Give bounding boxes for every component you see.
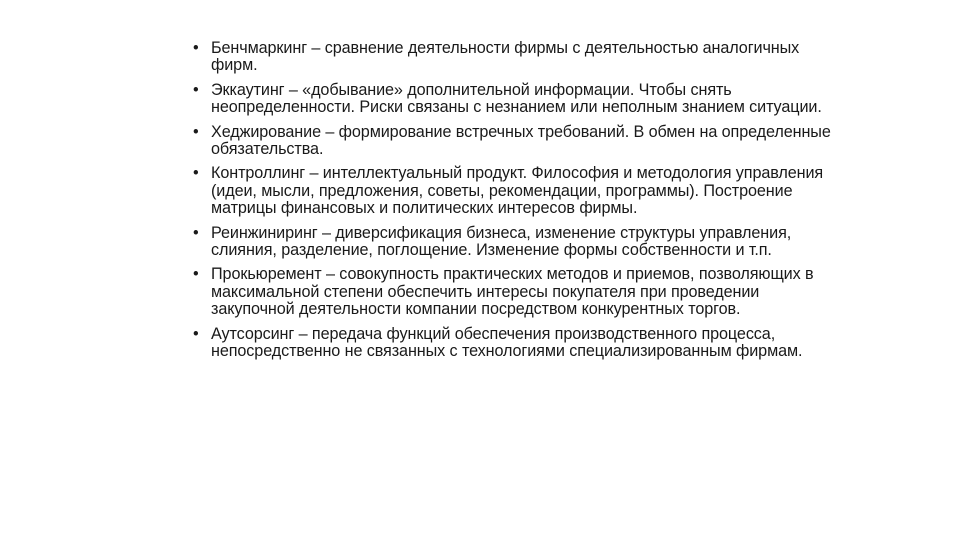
bullet-dot: • bbox=[193, 324, 199, 343]
list-item-text: Хеджирование – формирование встречных требований. В обмен на определенные обязательства. bbox=[211, 122, 831, 159]
bullet-dot: • bbox=[193, 80, 199, 99]
list-item bbox=[193, 266, 833, 318]
list-item bbox=[193, 124, 833, 159]
bullet-dot: • bbox=[193, 122, 199, 141]
list-item-text: Эккаутинг – «добывание» дополнительной информации. Чтобы снять неопределенности. Риски связаны с незнанием или неполным знанием ситуации. bbox=[211, 80, 822, 117]
list-item-text: Контроллинг – интеллектуальный продукт. Философия и методология управления (идеи, мысли, предложения, советы, рекомендации, программы). Построение матрицы финансовых и политических интересов фирмы. bbox=[211, 164, 824, 218]
list-item-text: Аутсорсинг – передача функций обеспечения производственного процесса, непосредственно не связанных с технологиями специализированным фирмам. bbox=[211, 324, 803, 361]
list-item-text: Реинжиниринг – диверсификация бизнеса, изменение структуры управления, слияния, разделение, поглощение. Изменение формы собственности и т.п. bbox=[211, 223, 792, 260]
bullet-dot: • bbox=[193, 39, 199, 57]
bullet-dot: • bbox=[193, 223, 199, 242]
bullet-dot: • bbox=[193, 265, 199, 284]
bullet-list bbox=[193, 40, 833, 368]
list-item bbox=[193, 82, 833, 117]
list-item bbox=[193, 225, 833, 260]
list-item bbox=[193, 326, 833, 361]
bullet-dot: • bbox=[193, 164, 199, 183]
list-item bbox=[193, 40, 833, 75]
list-item bbox=[193, 165, 833, 217]
list-item-text: Бенчмаркинг – сравнение деятельности фирмы с деятельностью аналогичных фирм. bbox=[211, 39, 800, 75]
list-item-text: Прокьюремент – совокупность практических методов и приемов, позволяющих в максимальной степени обеспечить интересы покупателя при проведении закупочной деятельности компании посредством конкурентных торгов. bbox=[211, 265, 814, 319]
